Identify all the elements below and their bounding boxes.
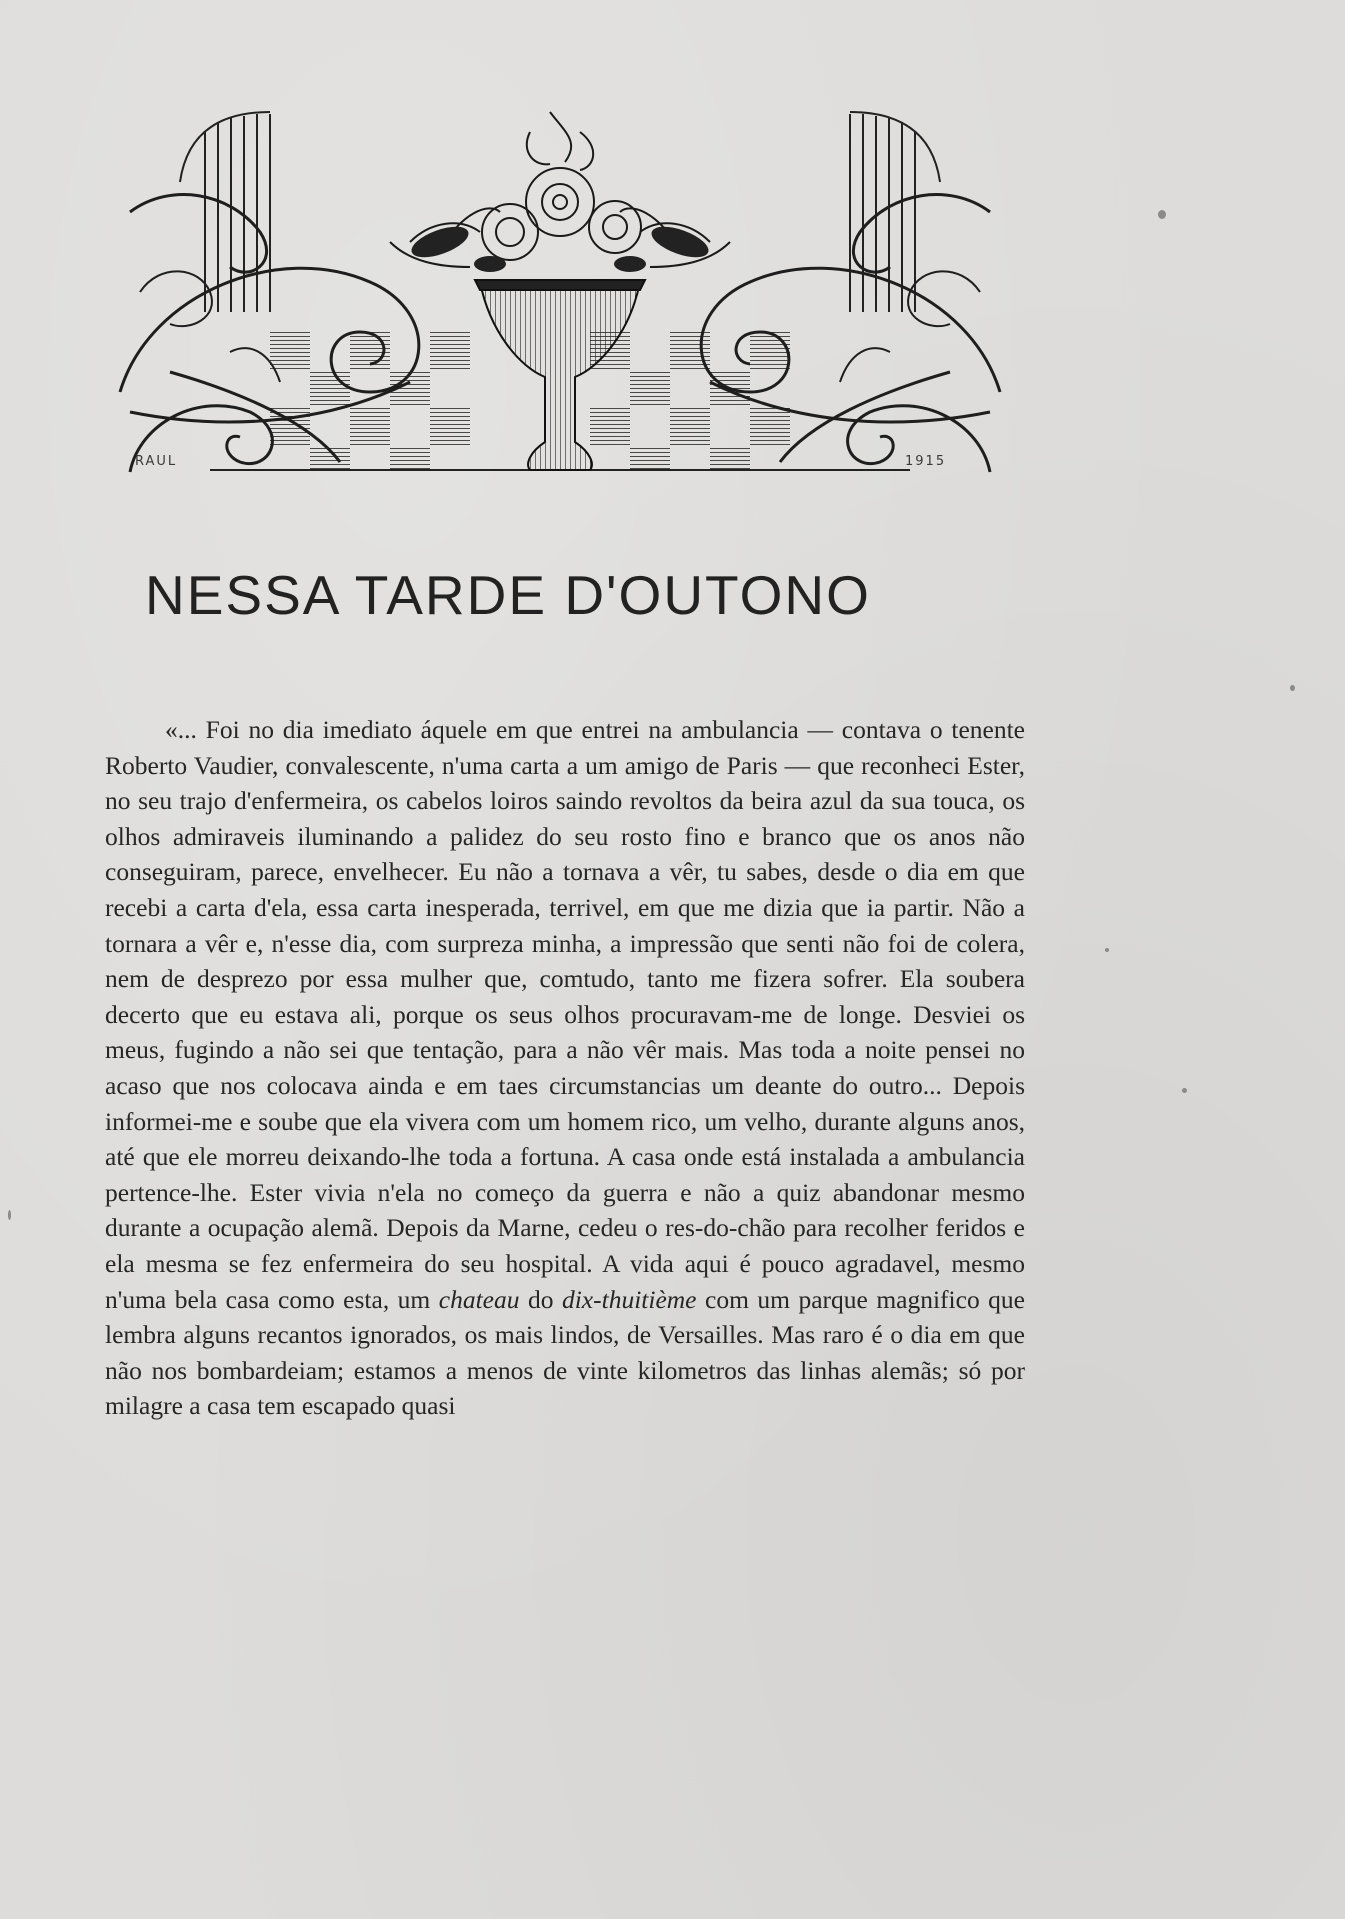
artist-signature: RAUL	[135, 454, 178, 469]
chapter-title: NESSA TARDE D'OUTONO	[145, 564, 871, 626]
paper-speck	[8, 1210, 11, 1220]
body-text	[105, 712, 1025, 1424]
paper-speck	[1290, 685, 1295, 691]
text-segment-1: «... Foi no dia imediato áquele em que entrei na ambulancia — contava o tenente Roberto Vaudier, convalescente, n'uma carta a um amigo de Paris — que reconheci Ester, no seu trajo d'enfermeira, os cabelos loiros saindo revoltos da beira azul da sua touca, os olhos admiraveis iluminando a palidez do seu rosto fino e branco que os anos não conseguiram, parece, envelhecer. Eu não a tornava a vêr, tu sabes, desde o dia em que recebi a carta d'ela, essa carta inesperada, terrivel, em que me dizia que ia partir. Não a tornara a vêr e, n'esse dia, com surpreza minha, a impressão que senti não foi de colera, nem de desprezo por essa mulher que, comtudo, tanto me fizera sofrer. Ela soubera decerto que eu estava ali, porque os seus olhos procuravam-me de longe. Desviei os meus, fugindo a não sei que tentação, para a não vêr mais. Mas toda a noite pensei no acaso que nos colocava ainda e em taes circumstancias um deante do outro... Depois informei-me e soube que ela vivera com um homem rico, um velho, durante alguns anos, até que ele morreu deixando-lhe toda a fortuna. A casa onde está instalada a ambulancia pertence-lhe. Ester vivia n'ela no começo da guerra e não a quiz abandonar mesmo durante a ocupação alemã. Depois da Marne, cedeu o res-do-chão para recolher feridos e ela mesma se fez enfermeira do seu hospital. A vida aqui é pouco agradavel, mesmo n'uma bela casa como esta, um	[105, 715, 1025, 1314]
ornamental-headpiece-illustration	[110, 92, 1010, 482]
paper-speck	[1182, 1088, 1187, 1093]
paper-speck	[1158, 210, 1166, 219]
text-segment-3: com um parque magnifico que lembra alguns recantos ignorados, os mais lindos, de Versailles. Mas raro é o dia em que não nos bombardeiam; estamos a menos de vinte kilometros das linhas alemãs; só por milagre a casa tem escapado quasi	[105, 1284, 1025, 1421]
italic-dix-thuitieme: dix-thuitième	[561, 1284, 697, 1314]
leaf-shadows	[408, 220, 713, 272]
paragraph	[105, 712, 1025, 1424]
italic-chateau: chateau	[438, 1284, 520, 1314]
illustration-year: 1915	[905, 454, 947, 469]
paper-speck	[1105, 948, 1109, 952]
text-segment-2: do	[519, 1284, 562, 1314]
